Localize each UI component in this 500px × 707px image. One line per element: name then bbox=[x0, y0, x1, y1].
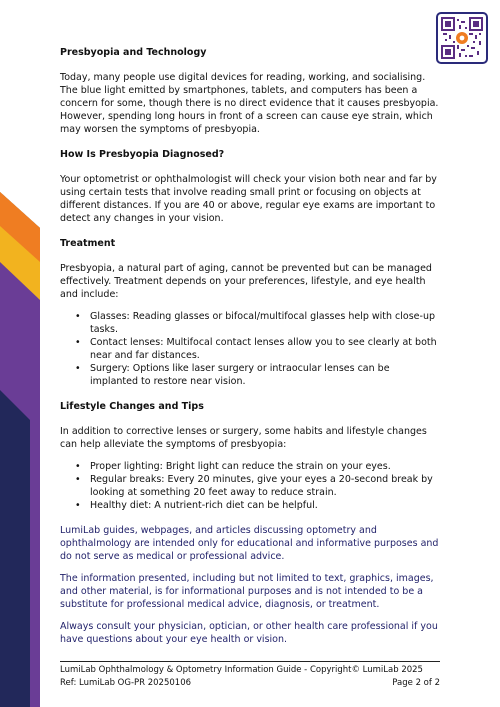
bullet-icon: • bbox=[75, 311, 81, 322]
bullet-icon: • bbox=[75, 363, 81, 374]
tips-list bbox=[60, 460, 440, 512]
section-heading: Lifestyle Changes and Tips bbox=[60, 401, 204, 412]
footer-reference: Ref: LumiLab OG-PR 20250106 bbox=[60, 678, 192, 688]
list-item-text: Healthy diet: A nutrient-rich diet can be helpful. bbox=[90, 500, 318, 511]
section-treatment bbox=[60, 237, 440, 388]
disclaimer-paragraph: Always consult your physician, optician, or other health care professional if you have questions about your eye health or vision. bbox=[60, 621, 438, 645]
bullet-icon: • bbox=[75, 500, 81, 511]
footer-title: LumiLab Ophthalmology & Optometry Information Guide - Copyright© LumiLab 2025 bbox=[60, 665, 423, 675]
list-item bbox=[60, 499, 440, 512]
section-presbyopia-technology bbox=[60, 46, 440, 136]
qr-code-icon bbox=[441, 17, 483, 59]
list-item bbox=[60, 336, 440, 362]
disclaimer-paragraph: LumiLab guides, webpages, and articles discussing optometry and ophthalmology are intended only for educational and informative purposes and do not serve as medical or professional advice. bbox=[60, 525, 439, 562]
page-number: Page 2 of 2 bbox=[392, 678, 440, 688]
list-item bbox=[60, 460, 440, 473]
page-footer bbox=[60, 661, 440, 690]
list-item-text: Regular breaks: Every 20 minutes, give your eyes a 20-second break by looking at something 20 feet away to reduce strain. bbox=[90, 474, 433, 498]
decorative-side-stripe bbox=[0, 0, 40, 707]
section-heading: Presbyopia and Technology bbox=[60, 47, 207, 58]
bullet-icon: • bbox=[75, 337, 81, 348]
list-item-text: Contact lenses: Multifocal contact lenses allow you to see clearly at both near and far distances. bbox=[90, 337, 437, 361]
treatment-list bbox=[60, 310, 440, 388]
document-body bbox=[60, 46, 440, 655]
section-paragraph: Today, many people use digital devices for reading, working, and socialising. The blue light emitted by smartphones, tablets, and computers has been a concern for some, though there is no direct evidence that it causes presbyopia. However, spending long hours in front of a screen can cause eye strain, which may worsen the symptoms of presbyopia. bbox=[60, 72, 439, 135]
qr-code[interactable] bbox=[436, 12, 488, 64]
list-item-text: Proper lighting: Bright light can reduce the strain on your eyes. bbox=[90, 461, 391, 472]
section-heading: Treatment bbox=[60, 238, 116, 249]
section-diagnosis bbox=[60, 148, 440, 225]
section-paragraph: Presbyopia, a natural part of aging, cannot be prevented but can be managed effectively. Treatment depends on your preferences, lifestyle, and eye health and include: bbox=[60, 263, 432, 300]
section-lifestyle bbox=[60, 400, 440, 512]
disclaimer-paragraph: The information presented, including but not limited to text, graphics, images, and other material, is for informational purposes and is not intended to be a substitute for professional medical advice, diagnosis, or treatment. bbox=[60, 573, 434, 610]
bullet-icon: • bbox=[75, 474, 81, 485]
list-item bbox=[60, 362, 440, 388]
list-item-text: Surgery: Options like laser surgery or intraocular lenses can be implanted to restore near vision. bbox=[90, 363, 390, 387]
list-item-text: Glasses: Reading glasses or bifocal/multifocal glasses help with close-up tasks. bbox=[90, 311, 435, 335]
list-item bbox=[60, 473, 440, 499]
section-paragraph: Your optometrist or ophthalmologist will check your vision both near and far by using certain tests that involve reading small print or focusing on objects at different distances. If you are 40 or above, regular eye exams are important to detect any changes in your vision. bbox=[60, 174, 437, 224]
disclaimer bbox=[60, 524, 440, 646]
list-item bbox=[60, 310, 440, 336]
bullet-icon: • bbox=[75, 461, 81, 472]
section-heading: How Is Presbyopia Diagnosed? bbox=[60, 149, 225, 160]
section-paragraph: In addition to corrective lenses or surgery, some habits and lifestyle changes can help alleviate the symptoms of presbyopia: bbox=[60, 426, 427, 450]
